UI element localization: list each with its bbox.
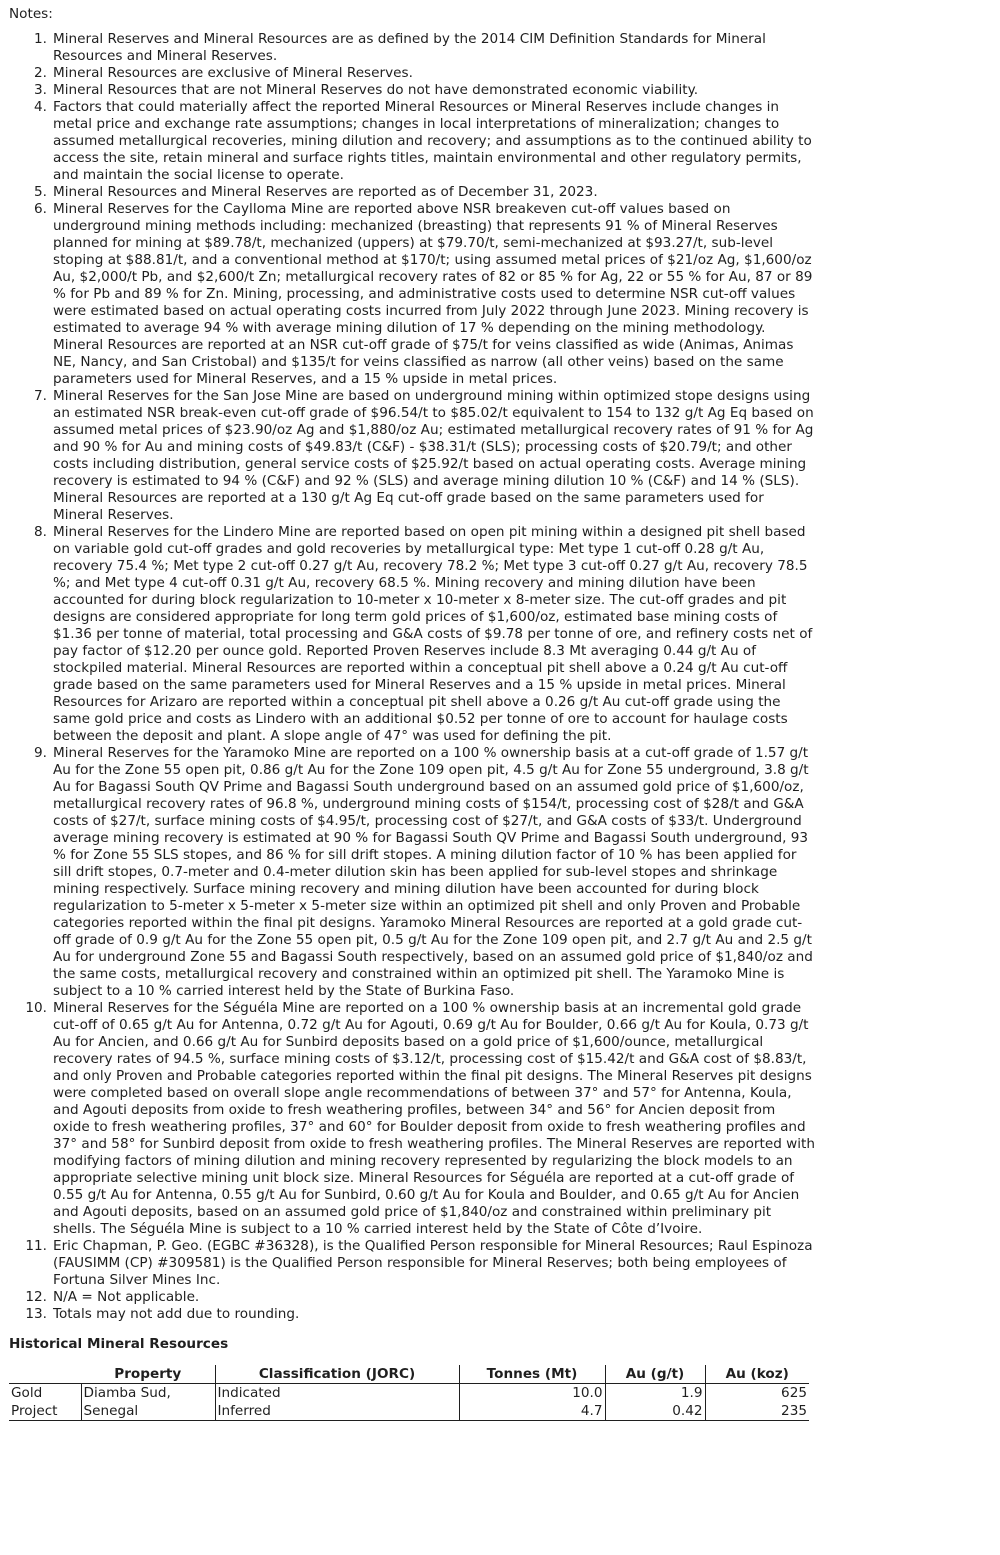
note-text: Mineral Reserves for the Séguéla Mine are reported on a 100 % ownership basis at an incremental gold grade cut-off of 0.65 g/t Au for Antenna, 0.72 g/t Au for Agouti, 0.69 g/t Au for Boulder, 0.66 g/t Au for Koula, 0.73 g/t Au for Ancien, and 0.66 g/t Au for Sunbird deposits based on a gold price of $1,600/ounce, metallurgical recovery rates of 94.5 %, surface mining costs of $3.12/t, processing cost of $15.42/t and G&A cost of $8.83/t, and only Proven and Probable categories reported within the final pit designs. The Mineral Reserves pit designs were completed based on overall slope angle recommendations of between 37° and 57° for Antenna, Koula, and Agouti deposits from oxide to fresh weathering profiles, between 34° and 56° for Ancien deposit from oxide to fresh weathering profiles, 37° and 60° for Boulder deposit from oxide to fresh weathering profiles and 37° and 58° for Sunbird deposit from oxide to fresh weathering profiles. The Mineral Reserves are reported with modifying factors of mining dilution and mining recovery represented by regularizing the block models to an appropriate selective mining unit block size. Mineral Resources for Séguéla are reported at a cut-off grade of 0.55 g/t Au for Antenna, 0.55 g/t Au for Sunbird, 0.60 g/t Au for Koula and Boulder, and 0.65 g/t Au for Ancien and Agouti deposits, based on an assumed gold price of $1,840/oz and constrained within preliminary pit shells. The Séguéla Mine is subject to a 10 % carried interest held by the State of Côte d’Ivoire. <box>53 1000 816 1237</box>
ounces-cell: 235 <box>705 1402 809 1421</box>
note-text: Factors that could materially affect the reported Mineral Resources or Mineral Reserves include changes in metal price and exchange rate assumptions; changes in local interpretations of mineralization; changes to assumed metallurgical recoveries, mining dilution and recovery; and assumptions as to the continued ability to access the site, retain mineral and surface rights titles, maintain environmental and other regulatory permits, and maintain the social license to operate. <box>53 99 812 183</box>
note-item <box>9 82 815 99</box>
ounces-cell: 625 <box>705 1384 809 1403</box>
tonnes-cell: 10.0 <box>459 1384 605 1403</box>
classification-cell: Indicated <box>215 1384 459 1403</box>
property-cell: Senegal <box>81 1402 215 1421</box>
note-item <box>9 1306 815 1323</box>
note-text: Mineral Resources that are not Mineral Reserves do not have demonstrated economic viability. <box>53 82 699 98</box>
note-item <box>9 1238 815 1289</box>
note-text: Mineral Reserves for the Lindero Mine are reported based on open pit mining within a designed pit shell based on variable gold cut-off grades and gold recoveries by metallurgical type: Met type 1 cut-off 0.28 g/t Au, recovery 75.4 %; Met type 2 cut-off 0.27 g/t Au, recovery 78.2 %; Met type 3 cut-off 0.27 g/t Au, recovery 78.5 %; and Met type 4 cut-off 0.31 g/t Au, recovery 68.5 %. Mining recovery and mining dilution have been accounted for during block regularization to 10-meter x 10-meter x 8-meter size. The cut-off grades and pit designs are considered appropriate for long term gold prices of $1,600/oz, estimated base mining costs of $1.36 per tonne of material, total processing and G&A costs of $9.78 per tonne of ore, and refinery costs net of pay factor of $12.20 per ounce gold. Reported Proven Reserves include 8.3 Mt averaging 0.44 g/t Au of stockpiled material. Mineral Resources are reported within a conceptual pit shell above a 0.24 g/t Au cut-off grade based on the same parameters used for Mineral Reserves and a 15 % upside in metal prices. Mineral Resources for Arizaro are reported within a conceptual pit shell above a 0.26 g/t Au cut-off grade using the same gold price and costs as Lindero with an additional $0.52 per tonne of ore to account for haulage costs between the deposit and plant. A slope angle of 47° was used for defining the pit. <box>53 524 813 744</box>
note-text: Mineral Reserves for the San Jose Mine are based on underground mining within optimized stope designs using an estimated NSR break-even cut-off grade of $96.54/t to $85.02/t equivalent to 154 to 132 g/t Ag Eq based on assumed metal prices of $23.90/oz Ag and $1,880/oz Au; estimated metallurgical recovery rates of 91 % for Ag and 90 % for Au and mining costs of $49.83/t (C&F) - $38.31/t (SLS); processing costs of $20.79/t; and other costs including distribution, general service costs of $25.92/t based on actual operating costs. Average mining recovery is estimated to 94 % (C&F) and 92 % (SLS) and average mining dilution 10 % (C&F) and 14 % (SLS). Mineral Resources are reported at a 130 g/t Ag Eq cut-off grade based on the same parameters used for Mineral Reserves. <box>53 388 814 523</box>
note-item <box>9 99 815 184</box>
historical-resources-title: Historical Mineral Resources <box>9 1336 229 1352</box>
note-item <box>9 184 815 201</box>
note-number: 11. <box>25 1238 47 1254</box>
header-grade: Au (g/t) <box>605 1365 705 1384</box>
note-item <box>9 388 815 524</box>
project-cell: Gold <box>11 1385 43 1401</box>
note-text: Mineral Resources are exclusive of Mineral Reserves. <box>53 65 413 81</box>
header-classification: Classification (JORC) <box>215 1365 459 1384</box>
note-text: Mineral Reserves for the Yaramoko Mine are reported on a 100 % ownership basis at a cut-off grade of 1.57 g/t Au for the Zone 55 open pit, 0.86 g/t Au for the Zone 109 open pit, 4.5 g/t Au for Zone 55 underground, 3.8 g/t Au for Bagassi South QV Prime and Bagassi South underground based on an assumed gold price of $1,600/oz, metallurgical recovery rates of 96.8 %, underground mining costs of $154/t, processing cost of $28/t and G&A costs of $27/t, surface mining costs of $4.95/t, processing cost of $27/t, and G&A costs of $33/t. Underground average mining recovery is estimated at 90 % for Bagassi South QV Prime and Bagassi South underground, 93 % for Zone 55 SLS stopes, and 86 % for sill drift stopes. A mining dilution factor of 10 % has been applied for sill drift stopes, 0.7-meter and 0.4-meter dilution skin has been applied for sub-level stopes and shrinkage mining respectively. Surface mining recovery and mining dilution have been accounted for during block regularization to 5-meter x 5-meter x 5-meter size within an optimized pit shell and only Proven and Probable categories reported within the final pit designs. Yaramoko Mineral Resources are reported at a gold grade cut-off grade of 0.9 g/t Au for the Zone 55 open pit, 0.5 g/t Au for the Zone 109 open pit, and 2.7 g/t Au and 2.5 g/t Au for underground Zone 55 and Bagassi South respectively, based on an assumed gold price of $1,840/oz and the same costs, metallurgical recovery and constrained within an optimized pit shell. The Yaramoko Mine is subject to a 10 % carried interest held by the State of Burkina Faso. <box>53 745 813 999</box>
note-number: 13. <box>25 1306 47 1322</box>
notes-document <box>9 6 815 1421</box>
note-number: 1. <box>34 31 47 47</box>
note-item <box>9 31 815 65</box>
table-row <box>9 1384 809 1403</box>
note-text: Totals may not add due to rounding. <box>53 1306 300 1322</box>
table-header-row <box>9 1365 809 1384</box>
note-number: 10. <box>25 1000 47 1016</box>
property-cell: Diamba Sud, <box>81 1384 215 1403</box>
note-item <box>9 201 815 388</box>
note-item <box>9 1289 815 1306</box>
header-tonnes: Tonnes (Mt) <box>459 1365 605 1384</box>
notes-heading: Notes: <box>9 6 53 22</box>
table-row <box>9 1402 809 1421</box>
note-text: N/A = Not applicable. <box>53 1289 200 1305</box>
header-property: Property <box>81 1365 215 1384</box>
project-cell: Project <box>9 1402 81 1421</box>
note-number: 12. <box>25 1289 47 1305</box>
note-item <box>9 65 815 82</box>
note-number: 5. <box>34 184 47 200</box>
note-item <box>9 745 815 1000</box>
tonnes-cell: 4.7 <box>459 1402 605 1421</box>
note-text: Mineral Reserves for the Caylloma Mine are reported above NSR breakeven cut-off values based on underground mining methods including: mechanized (breasting) that represents 91 % of Mineral Reserves planned for mining at $89.78/t, mechanized (uppers) at $79.70/t, semi-mechanized at $93.27/t, sub-level stoping at $88.81/t, and a conventional method at $170/t; using assumed metal prices of $21/oz Ag, $1,600/oz Au, $2,000/t Pb, and $2,600/t Zn; metallurgical recovery rates of 82 or 85 % for Ag, 22 or 55 % for Au, 87 or 89 % for Pb and 89 % for Zn. Mining, processing, and administrative costs used to determine NSR cut-off values were estimated based on actual operating costs incurred from July 2022 through June 2023. Mining recovery is estimated to average 94 % with average mining dilution of 17 % depending on the mining methodology. Mineral Resources are reported at an NSR cut-off grade of $75/t for veins classified as wide (Animas, Animas NE, Nancy, and San Cristobal) and $135/t for veins classified as narrow (all other veins) based on the same parameters used for Mineral Reserves, and a 15 % upside in metal prices. <box>53 201 813 387</box>
note-number: 7. <box>34 388 47 404</box>
classification-cell: Inferred <box>215 1402 459 1421</box>
notes-list <box>9 31 815 1323</box>
historical-resources-table <box>9 1365 809 1421</box>
grade-cell: 0.42 <box>605 1402 705 1421</box>
note-number: 3. <box>34 82 47 98</box>
note-number: 8. <box>34 524 47 540</box>
note-number: 2. <box>34 65 47 81</box>
note-text: Eric Chapman, P. Geo. (EGBC #36328), is the Qualified Person responsible for Mineral Resources; Raul Espinoza (FAUSIMM (CP) #309581) is the Qualified Person responsible for Mineral Reserves; both being employees of Fortuna Silver Mines Inc. <box>53 1238 813 1288</box>
note-item <box>9 1000 815 1238</box>
header-ounces: Au (koz) <box>705 1365 809 1384</box>
note-number: 9. <box>34 745 47 761</box>
note-text: Mineral Reserves and Mineral Resources are as defined by the 2014 CIM Definition Standards for Mineral Resources and Mineral Reserves. <box>53 31 766 64</box>
note-text: Mineral Resources and Mineral Reserves are reported as of December 31, 2023. <box>53 184 598 200</box>
note-number: 4. <box>34 99 47 115</box>
header-project <box>9 1365 81 1384</box>
note-item <box>9 524 815 745</box>
note-number: 6. <box>34 201 47 217</box>
grade-cell: 1.9 <box>605 1384 705 1403</box>
